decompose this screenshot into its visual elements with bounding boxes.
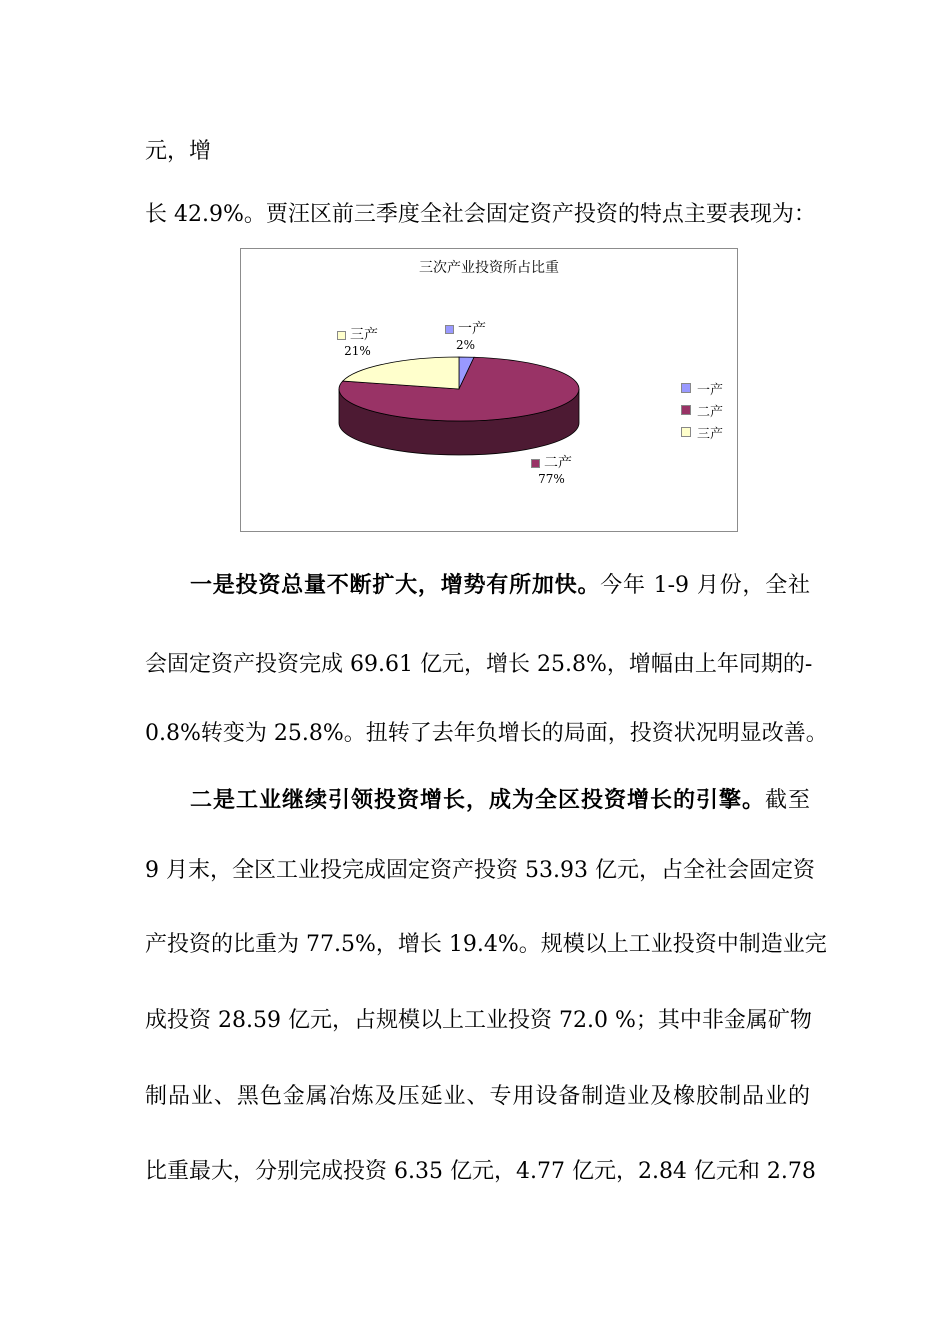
paragraph-1-heading: 一是投资总量不断扩大，增势有所加快。 [190, 572, 601, 598]
data-label-primary [445, 321, 486, 353]
paragraph-2-line-2: 9 月末，全区工业投完成固定资产投资 53.93 亿元，占全社会固定资 [145, 858, 815, 883]
text-line-2: 长 42.9%。贾汪区前三季度全社会固定资产投资的特点主要表现为： [145, 202, 816, 227]
legend-item-primary [681, 377, 723, 399]
legend-label: 三产 [697, 426, 724, 442]
data-label-secondary-value: 77% [538, 472, 565, 486]
paragraph-1-line-3: 0.8%转变为 25.8%。扭转了去年负增长的局面，投资状况明显改善。 [145, 721, 828, 746]
paragraph-1-line-1 [190, 570, 810, 601]
legend-swatch-icon [681, 383, 691, 393]
pie-chart [240, 248, 738, 532]
secondary-swatch-icon [531, 459, 540, 468]
pie-chart-graphic [241, 249, 737, 531]
paragraph-2-heading: 二是工业继续引领投资增长，成为全区投资增长的引擎。 [190, 787, 765, 813]
data-label-secondary [531, 455, 572, 487]
paragraph-2-line-3: 产投资的比重为 77.5%，增长 19.4%。规模以上工业投资中制造业完 [145, 932, 827, 957]
data-label-tertiary-category: 三产 [350, 327, 378, 343]
paragraph-1-text: 今年 1-9 月份，全社 [600, 573, 810, 598]
legend-item-tertiary [681, 421, 723, 443]
data-label-tertiary [337, 327, 378, 359]
text-line-1: 元，增 [145, 139, 212, 164]
paragraph-2-line-1 [190, 785, 810, 816]
legend-swatch-icon [681, 405, 691, 415]
primary-swatch-icon [445, 325, 454, 334]
chart-legend [681, 377, 723, 443]
chart-title: 三次产业投资所占比重 [419, 260, 559, 276]
legend-item-secondary [681, 399, 723, 421]
legend-label: 一产 [697, 382, 724, 398]
legend-swatch-icon [681, 427, 691, 437]
legend-label: 二产 [697, 404, 724, 420]
paragraph-2-text: 截至 [764, 788, 810, 813]
data-label-secondary-category: 二产 [544, 455, 572, 471]
data-label-primary-value: 2% [455, 338, 476, 352]
paragraph-2-line-4: 成投资 28.59 亿元，占规模以上工业投资 72.0 %；其中非金属矿物 [145, 1008, 812, 1033]
tertiary-swatch-icon [337, 331, 346, 340]
paragraph-2-line-5: 制品业、黑色金属冶炼及压延业、专用设备制造业及橡胶制品业的 [145, 1084, 810, 1109]
paragraph-1-line-2: 会固定资产投资完成 69.61 亿元，增长 25.8%，增幅由上年同期的- [145, 652, 813, 677]
data-label-primary-category: 一产 [458, 321, 486, 337]
data-label-tertiary-value: 21% [344, 344, 371, 358]
paragraph-2-line-6: 比重最大，分别完成投资 6.35 亿元，4.77 亿元，2.84 亿元和 2.78 [145, 1159, 816, 1184]
